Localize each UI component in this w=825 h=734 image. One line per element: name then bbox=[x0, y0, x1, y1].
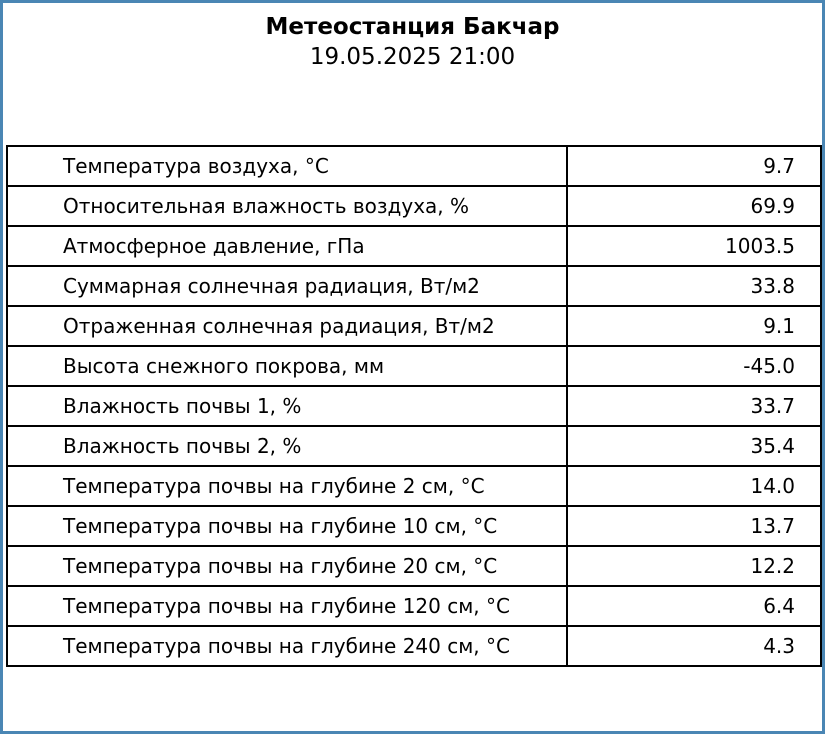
table-row bbox=[7, 626, 821, 666]
table-row bbox=[7, 226, 821, 266]
table-row bbox=[7, 346, 821, 386]
parameter-value: 13.7 bbox=[567, 506, 821, 546]
parameter-label: Суммарная солнечная радиация, Вт/м2 bbox=[7, 266, 567, 306]
table-row bbox=[7, 426, 821, 466]
table-row bbox=[7, 546, 821, 586]
parameter-value: 9.7 bbox=[567, 146, 821, 186]
table-row bbox=[7, 586, 821, 626]
parameter-value: 4.3 bbox=[567, 626, 821, 666]
table-row bbox=[7, 506, 821, 546]
parameter-value: 9.1 bbox=[567, 306, 821, 346]
parameter-label: Высота снежного покрова, мм bbox=[7, 346, 567, 386]
parameter-label: Температура воздуха, °С bbox=[7, 146, 567, 186]
parameter-value: 33.7 bbox=[567, 386, 821, 426]
parameter-value: 33.8 bbox=[567, 266, 821, 306]
table-row bbox=[7, 386, 821, 426]
parameter-value: 14.0 bbox=[567, 466, 821, 506]
table-row bbox=[7, 266, 821, 306]
parameter-value: 6.4 bbox=[567, 586, 821, 626]
table-row bbox=[7, 146, 821, 186]
parameter-label: Атмосферное давление, гПа bbox=[7, 226, 567, 266]
parameter-label: Относительная влажность воздуха, % bbox=[7, 186, 567, 226]
parameter-value: -45.0 bbox=[567, 346, 821, 386]
parameter-value: 69.9 bbox=[567, 186, 821, 226]
parameter-value: 35.4 bbox=[567, 426, 821, 466]
weather-data-table bbox=[6, 145, 822, 667]
parameter-label: Температура почвы на глубине 2 см, °С bbox=[7, 466, 567, 506]
table-row bbox=[7, 466, 821, 506]
parameter-label: Температура почвы на глубине 10 см, °С bbox=[7, 506, 567, 546]
station-title: Метеостанция Бакчар bbox=[265, 14, 560, 40]
table-row bbox=[7, 186, 821, 226]
parameter-value: 1003.5 bbox=[567, 226, 821, 266]
parameter-value: 12.2 bbox=[567, 546, 821, 586]
parameter-label: Температура почвы на глубине 20 см, °С bbox=[7, 546, 567, 586]
header bbox=[0, 12, 825, 72]
observation-datetime: 19.05.2025 21:00 bbox=[309, 44, 516, 70]
parameter-label: Влажность почвы 1, % bbox=[7, 386, 567, 426]
parameter-label: Температура почвы на глубине 120 см, °С bbox=[7, 586, 567, 626]
parameter-label: Температура почвы на глубине 240 см, °С bbox=[7, 626, 567, 666]
parameter-label: Влажность почвы 2, % bbox=[7, 426, 567, 466]
parameter-label: Отраженная солнечная радиация, Вт/м2 bbox=[7, 306, 567, 346]
table-row bbox=[7, 306, 821, 346]
